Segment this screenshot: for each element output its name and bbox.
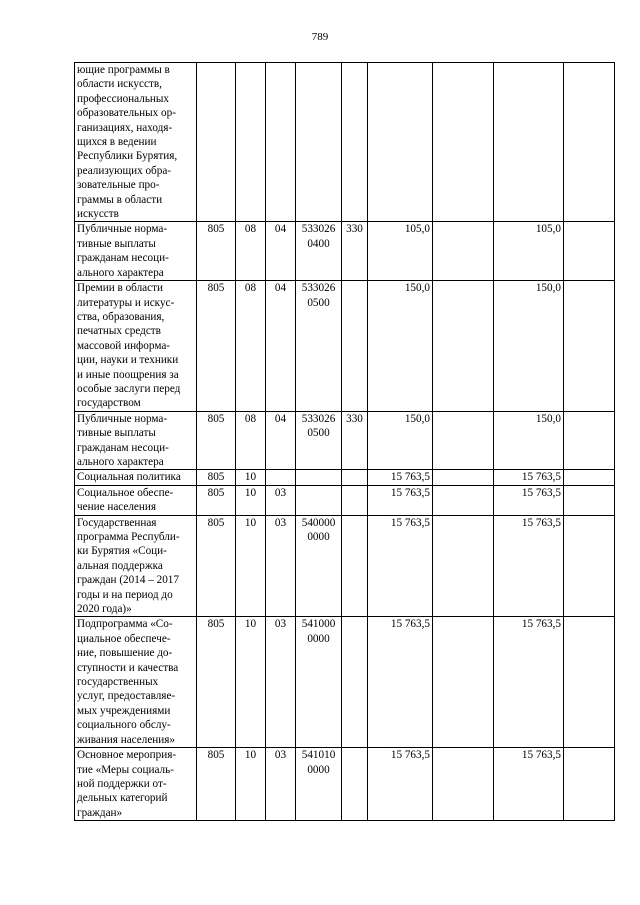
item-name-line: Основное мероприя- [77,749,177,762]
target-article-line: 541010 [301,749,336,762]
item-name-line: альная поддержка [77,559,163,572]
item-name-line: тивные выплаты [77,237,156,250]
budget-table [74,62,615,821]
item-name-line: циальное обеспече- [77,632,171,645]
item-name-line: ального характера [77,266,164,279]
department-code-cell: 805 [197,222,236,281]
expense-type-cell: 330 [342,411,368,470]
section-code-cell: 10 [236,617,266,748]
item-name-cell [75,63,197,222]
target-article-cell [296,63,342,222]
target-article-cell [296,515,342,617]
item-name-line: щихся в ведении [77,136,157,149]
table-row [75,515,615,617]
amount-cell [494,63,564,222]
item-name-line: литературы и искус- [77,296,175,309]
item-name-line: государственных [77,676,159,689]
item-name-line: образовательных ор- [77,107,176,120]
item-name-line: 2020 года)» [77,603,132,616]
subsection-code-cell: 03 [266,485,296,515]
item-name-line: реализующих обра- [77,164,172,177]
department-code-cell: 805 [197,617,236,748]
empty-cell [433,485,494,515]
expense-type-cell [342,281,368,412]
item-name-line: профессиональных [77,92,170,105]
expense-type-cell [342,485,368,515]
item-name-line: Публичные норма- [77,223,168,236]
target-article-cell [296,485,342,515]
target-article-line: 0500 [307,427,330,440]
item-name-line: Премии в области [77,282,163,295]
item-name-line: гражданам несоци- [77,252,169,265]
target-article-cell [296,222,342,281]
item-name-line: Подпрограмма «Со- [77,618,173,631]
empty-cell [433,470,494,485]
item-name-line: ющие программы в [77,64,170,76]
item-name-line: искусств [77,208,119,221]
item-name-cell [75,281,197,412]
amount-cell: 15 763,5 [368,748,433,821]
empty-cell [564,748,615,821]
item-name-line: области искусств, [77,78,162,91]
section-code-cell: 08 [236,222,266,281]
amount-cell: 105,0 [494,222,564,281]
section-code-cell: 10 [236,470,266,485]
department-code-cell: 805 [197,470,236,485]
target-article-cell [296,748,342,821]
amount-cell: 105,0 [368,222,433,281]
item-name-line: массовой информа- [77,339,171,352]
amount-cell: 15 763,5 [368,470,433,485]
item-name-line: Государственная [77,516,157,529]
amount-cell: 15 763,5 [494,485,564,515]
section-code-cell: 08 [236,281,266,412]
amount-cell: 15 763,5 [494,748,564,821]
item-name-line: зовательные про- [77,179,160,192]
item-name-cell [75,470,197,485]
item-name-cell [75,222,197,281]
item-name-cell [75,411,197,470]
empty-cell [433,617,494,748]
department-code-cell: 805 [197,485,236,515]
target-article-cell [296,411,342,470]
empty-cell [564,485,615,515]
item-name-line: программа Республи- [77,531,180,543]
amount-cell: 15 763,5 [368,485,433,515]
department-code-cell [197,63,236,222]
section-code-cell: 10 [236,515,266,617]
amount-cell: 15 763,5 [368,515,433,617]
item-name-line: услуг, предоставляе- [77,690,176,703]
item-name-line: и иные поощрения за [77,368,179,381]
item-name-cell [75,515,197,617]
item-name-line: социального обслу- [77,719,171,732]
department-code-cell: 805 [197,411,236,470]
empty-cell [564,515,615,617]
target-article-line: 0000 [307,763,330,776]
table-row [75,485,615,515]
target-article-line: 541000 [301,618,336,631]
item-name-line: Социальная политика [77,471,181,484]
item-name-line: печатных средств [77,325,161,338]
subsection-code-cell [266,63,296,222]
item-name-line: особые заслуги перед [77,382,181,395]
item-name-line: ства, образования, [77,310,165,323]
subsection-code-cell: 04 [266,222,296,281]
empty-cell [564,63,615,222]
expense-type-cell [342,470,368,485]
empty-cell [564,617,615,748]
item-name-line: Публичные норма- [77,412,168,425]
table-row [75,470,615,485]
expense-type-cell [342,63,368,222]
target-article-line: 0000 [307,531,330,543]
target-article-line: 533026 [301,223,336,236]
item-name-line: ального характера [77,455,164,468]
item-name-line: граждан» [77,806,123,819]
amount-cell: 150,0 [494,281,564,412]
target-article-line: 533026 [301,412,336,425]
item-name-line: ной поддержки от- [77,777,167,790]
empty-cell [564,411,615,470]
table-row [75,63,615,222]
target-article-line: 533026 [301,282,336,295]
item-name-line: Республики Бурятия, [77,150,178,163]
item-name-cell [75,617,197,748]
item-name-line: ние, повышение до- [77,647,173,660]
section-code-cell: 10 [236,748,266,821]
amount-cell: 150,0 [368,281,433,412]
item-name-line: ступности и качества [77,661,179,674]
expense-type-cell: 330 [342,222,368,281]
empty-cell [433,63,494,222]
item-name-line: чение населения [77,501,157,514]
department-code-cell: 805 [197,281,236,412]
empty-cell [433,411,494,470]
target-article-line: 540000 [301,516,336,529]
target-article-line: 0500 [307,296,330,309]
empty-cell [433,281,494,412]
subsection-code-cell: 04 [266,281,296,412]
empty-cell [564,222,615,281]
item-name-line: мых учреждениями [77,704,171,717]
amount-cell: 15 763,5 [494,617,564,748]
item-name-line: государством [77,397,141,410]
table-row [75,617,615,748]
section-code-cell: 08 [236,411,266,470]
empty-cell [564,281,615,412]
subsection-code-cell: 04 [266,411,296,470]
expense-type-cell [342,748,368,821]
subsection-code-cell: 03 [266,748,296,821]
item-name-line: ции, науки и техники [77,354,179,367]
department-code-cell: 805 [197,748,236,821]
table-row [75,222,615,281]
item-name-line: гражданам несоци- [77,441,169,454]
item-name-line: живания населения» [77,733,176,746]
item-name-line: тие «Меры социаль- [77,763,174,776]
amount-cell [368,63,433,222]
item-name-line: граждан (2014 – 2017 [77,574,179,587]
item-name-line: тивные выплаты [77,427,156,440]
subsection-code-cell: 03 [266,617,296,748]
amount-cell: 15 763,5 [368,617,433,748]
empty-cell [433,748,494,821]
subsection-code-cell [266,470,296,485]
empty-cell [433,515,494,617]
section-code-cell [236,63,266,222]
target-article-cell [296,470,342,485]
amount-cell: 15 763,5 [494,470,564,485]
table-row [75,748,615,821]
item-name-cell [75,748,197,821]
subsection-code-cell: 03 [266,515,296,617]
item-name-line: годы и на период до [77,588,173,601]
expense-type-cell [342,515,368,617]
page-number: 789 [311,31,329,43]
table-row [75,411,615,470]
amount-cell: 150,0 [494,411,564,470]
target-article-line: 0000 [307,632,330,645]
empty-cell [433,222,494,281]
item-name-line: ганизациях, находя- [77,121,173,134]
item-name-line: дельных категорий [77,792,168,805]
target-article-cell [296,617,342,748]
expense-type-cell [342,617,368,748]
table-row [75,281,615,412]
target-article-cell [296,281,342,412]
item-name-line: Социальное обеспе- [77,486,174,499]
section-code-cell: 10 [236,485,266,515]
department-code-cell: 805 [197,515,236,617]
item-name-cell [75,485,197,515]
empty-cell [564,470,615,485]
item-name-line: граммы в области [77,193,163,206]
target-article-line: 0400 [307,237,330,250]
item-name-line: ки Бурятия «Соци- [77,545,167,558]
amount-cell: 15 763,5 [494,515,564,617]
amount-cell: 150,0 [368,411,433,470]
